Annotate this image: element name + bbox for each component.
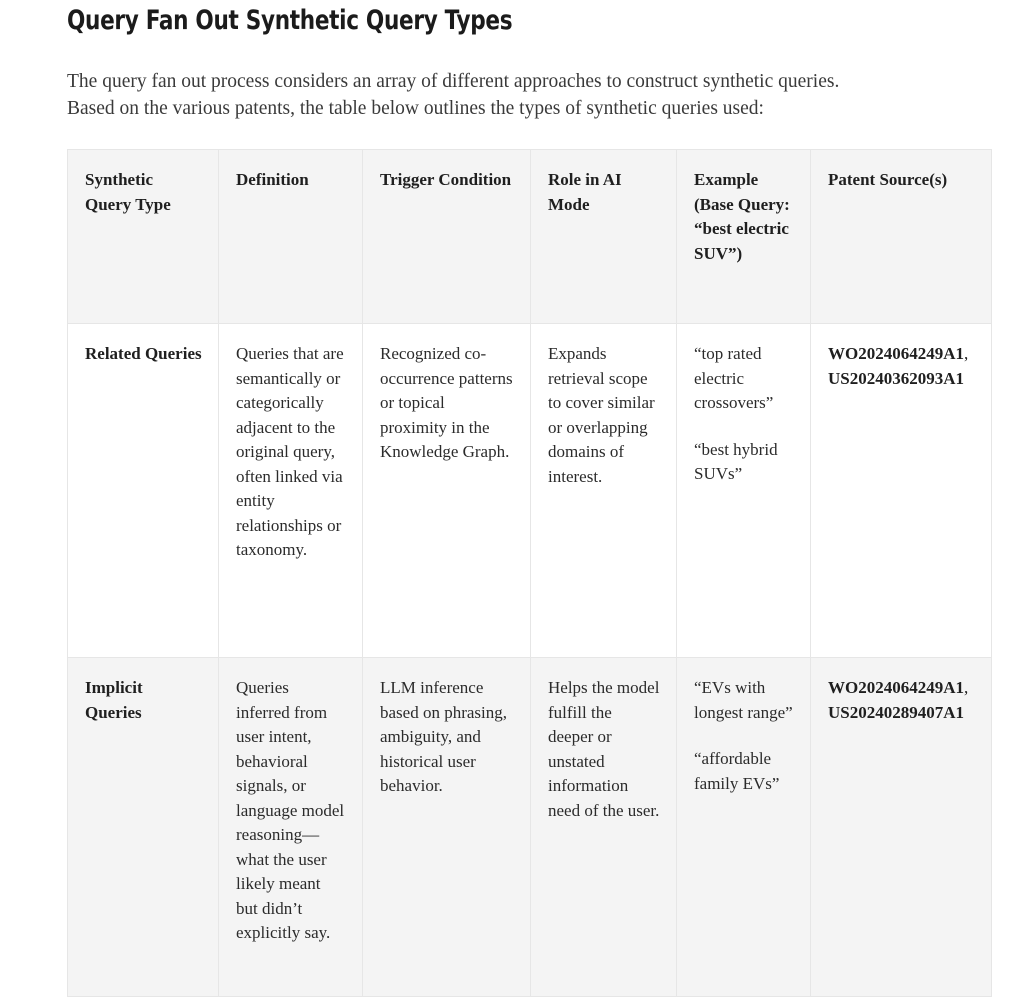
patent-id: US20240362093A1 xyxy=(828,368,965,388)
patent-id: WO2024064249A1 xyxy=(828,678,964,697)
patent-id: US20240289407A1 xyxy=(828,702,965,722)
cell-patent-sources xyxy=(811,658,992,997)
cell-example xyxy=(677,658,811,997)
intro-line-2: Based on the various patents, the table below outlines the types of synthetic queries used: xyxy=(67,98,764,119)
intro-line-1: The query fan out process considers an array of different approaches to construct synthetic queries. xyxy=(67,71,840,92)
example-item: “best hybrid SUVs” xyxy=(694,439,778,483)
synthetic-query-types-table xyxy=(67,149,992,997)
cell-example xyxy=(677,324,811,658)
cell-patent-sources xyxy=(811,324,992,658)
column-header-synthetic-query-type: Synthetic Query Type xyxy=(68,150,219,324)
table-header xyxy=(68,150,992,324)
cell-query-type: Related Queries xyxy=(68,324,219,658)
column-header-definition: Definition xyxy=(219,150,363,324)
cell-query-type: Implicit Queries xyxy=(68,658,219,997)
patent-id: WO2024064249A1 xyxy=(828,344,964,363)
column-header-example: Example (Base Query: “best electric SUV”) xyxy=(677,150,811,324)
patent-separator: , xyxy=(964,344,969,363)
table-body xyxy=(68,324,992,997)
cell-role-in-ai-mode: Expands retrieval scope to cover similar or overlapping domains of interest. xyxy=(531,324,677,658)
cell-trigger-condition: Recognized co-occurrence patterns or topical proximity in the Knowledge Graph. xyxy=(363,324,531,658)
table-row xyxy=(68,658,992,997)
column-header-patent-sources: Patent Source(s) xyxy=(811,150,992,324)
table-row xyxy=(68,324,992,658)
cell-definition: Queries inferred from user intent, behavioral signals, or language model reasoning—what the user likely meant but didn’t explicitly say. xyxy=(219,658,363,997)
cell-trigger-condition: LLM inference based on phrasing, ambiguity, and historical user behavior. xyxy=(363,658,531,997)
column-header-role-in-ai-mode: Role in AI Mode xyxy=(531,150,677,324)
cell-role-in-ai-mode: Helps the model fulfill the deeper or unstated information need of the user. xyxy=(531,658,677,997)
example-item: “EVs with longest range” xyxy=(694,678,793,722)
page-title: Query Fan Out Synthetic Query Types xyxy=(67,5,513,36)
content-column xyxy=(67,0,991,997)
cell-definition: Queries that are semantically or categorically adjacent to the original query, often linked via entity relationships or taxonomy. xyxy=(219,324,363,658)
patent-separator: , xyxy=(964,678,969,697)
intro-paragraph xyxy=(67,38,947,122)
example-item: “top rated electric crossovers” xyxy=(694,344,774,412)
column-header-trigger-condition: Trigger Condition xyxy=(363,150,531,324)
example-item: “affordable family EVs” xyxy=(694,749,780,793)
synthetic-query-types-table-wrapper xyxy=(67,149,991,997)
table-header-row xyxy=(68,150,992,324)
